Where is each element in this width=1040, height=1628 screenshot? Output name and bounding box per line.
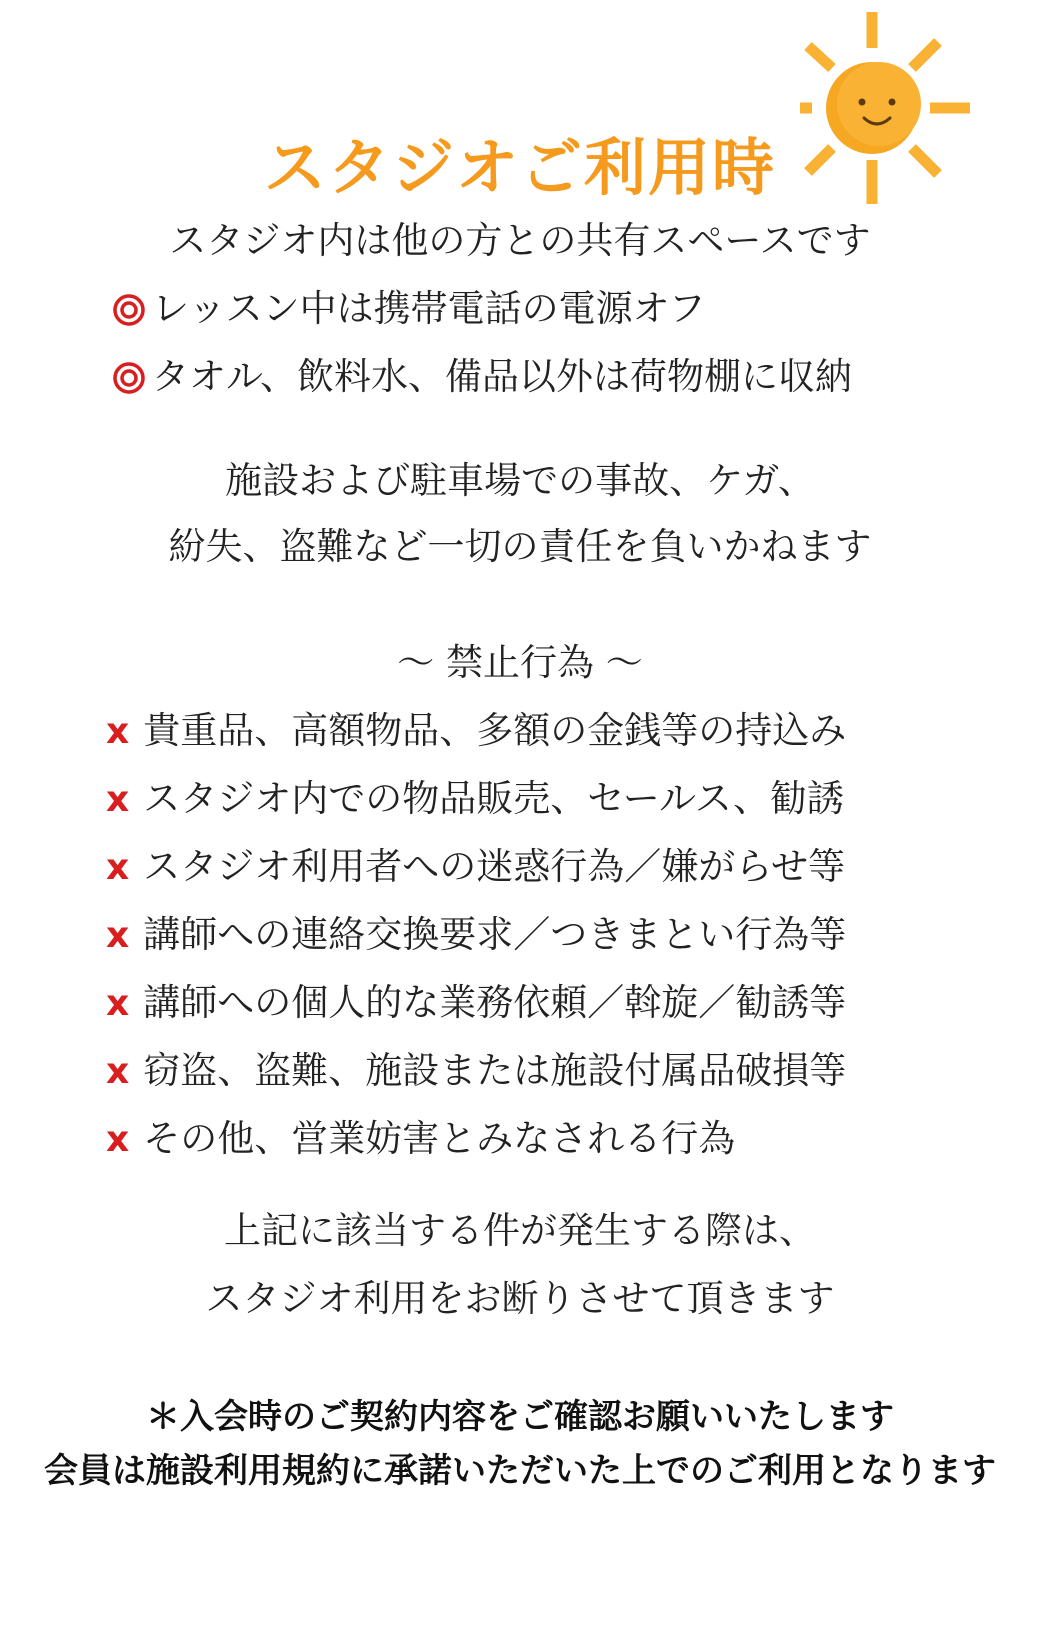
x-mark-icon: x bbox=[106, 1119, 130, 1160]
prohibited-text: 窃盗、盗難、施設または施設付属品破損等 bbox=[143, 1049, 847, 1092]
prohibited-item bbox=[106, 706, 846, 757]
prohibited-item bbox=[106, 1046, 846, 1097]
prohibited-item bbox=[106, 978, 846, 1029]
prohibited-item bbox=[106, 1114, 735, 1165]
prohibited-text: 講師への個人的な業務依頼／斡旋／勧誘等 bbox=[143, 981, 847, 1024]
prohibited-item bbox=[106, 842, 845, 893]
rule-item bbox=[112, 352, 852, 402]
liability-text: 施設および駐車場での事故、ケガ、 bbox=[225, 459, 815, 502]
contract-note: ＊入会時のご契約内容をご確認お願いいたします bbox=[146, 1397, 894, 1437]
consequence-text: 上記に該当する件が発生する際は、 bbox=[224, 1209, 816, 1252]
x-mark-icon: x bbox=[106, 779, 130, 820]
rule-text: レッスン中は携帯電話の電源オフ bbox=[152, 287, 706, 330]
prohibited-text: 貴重品、高額物品、多額の金銭等の持込み bbox=[143, 709, 847, 752]
prohibited-item bbox=[106, 774, 844, 825]
x-mark-icon: x bbox=[106, 983, 130, 1024]
double-circle-icon bbox=[112, 293, 146, 327]
consequence-text: スタジオ利用をお断りさせて頂きます bbox=[205, 1277, 835, 1320]
liability-text: 紛失、盗難など一切の責任を負いかねます bbox=[168, 525, 872, 568]
prohibited-text: スタジオ利用者への迷惑行為／嫌がらせ等 bbox=[143, 845, 846, 888]
x-mark-icon: x bbox=[106, 1051, 130, 1092]
prohibited-heading: 〜 禁止行為 〜 bbox=[397, 641, 643, 684]
intro-text: スタジオ内は他の方との共有スペースです bbox=[169, 219, 871, 262]
prohibited-item bbox=[106, 910, 846, 961]
x-mark-icon: x bbox=[106, 847, 130, 888]
rule-text: タオル、飲料水、備品以外は荷物棚に収納 bbox=[152, 355, 853, 398]
terms-note: 会員は施設利用規約に承諾いただいた上でのご利用となります bbox=[44, 1451, 996, 1491]
x-mark-icon: x bbox=[106, 915, 130, 956]
rule-item bbox=[112, 284, 706, 334]
prohibited-text: その他、営業妨害とみなされる行為 bbox=[143, 1117, 736, 1160]
x-mark-icon: x bbox=[106, 711, 130, 752]
prohibited-text: 講師への連絡交換要求／つきまとい行為等 bbox=[143, 913, 847, 956]
prohibited-text: スタジオ内での物品販売、セールス、勧誘 bbox=[143, 777, 845, 820]
page-title: スタジオご利用時 bbox=[263, 131, 776, 204]
double-circle-icon bbox=[112, 361, 146, 395]
